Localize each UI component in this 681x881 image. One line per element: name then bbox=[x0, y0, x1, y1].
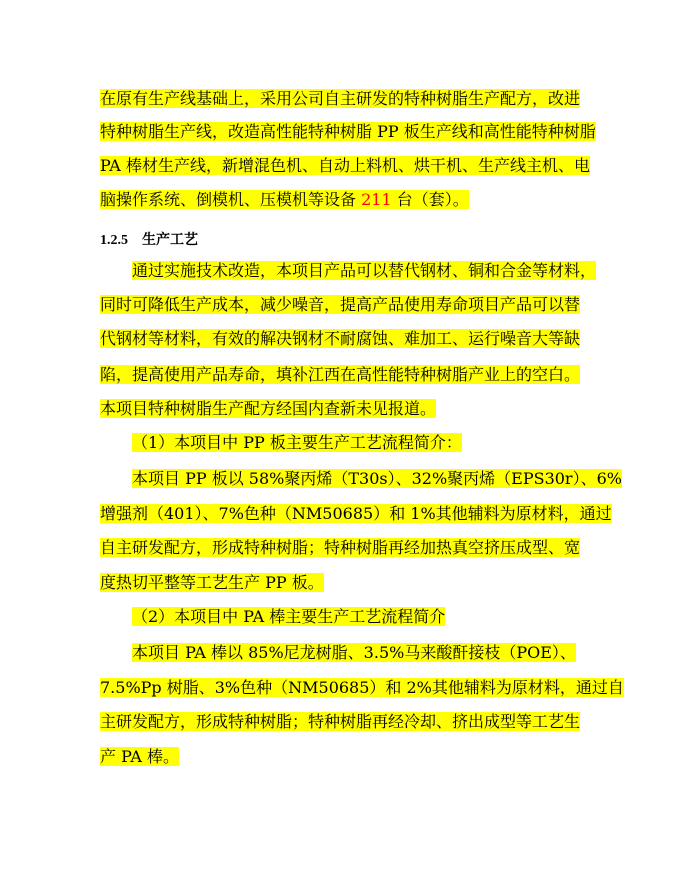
para1-text-4b: 台（套）。 bbox=[391, 190, 469, 209]
section-number: 1.2.5 bbox=[100, 233, 128, 248]
pp-text-1: 本项目 PP 板以 58%聚丙烯（T30s）、32%聚丙烯（EPS30r）、6% bbox=[132, 469, 622, 488]
pp-text-2: 增强剂（401）、7%色种（NM50685）和 1%其他辅料为原材料，通过 bbox=[100, 504, 612, 523]
pa-heading-text: （2）本项目中 PA 棒主要生产工艺流程简介 bbox=[132, 607, 446, 626]
para1-line-4 bbox=[100, 185, 469, 215]
pa-text-1: 本项目 PA 棒以 85%尼龙树脂、3.5%马来酸酐接枝（POE）、 bbox=[132, 643, 576, 662]
pa-text-2: 7.5%Pp 树脂、3%色种（NM50685）和 2%其他辅料为原材料，通过自 bbox=[100, 678, 624, 697]
equipment-count: 211 bbox=[361, 190, 392, 209]
pa-text-4: 产 PA 棒。 bbox=[100, 747, 180, 766]
para2-text-4: 陷，提高使用产品寿命，填补江西在高性能特种树脂产业上的空白。 bbox=[100, 365, 581, 384]
para2-line-2 bbox=[100, 290, 580, 320]
pp-line-1 bbox=[132, 464, 622, 494]
pa-heading bbox=[132, 602, 445, 632]
pp-text-3: 自主研发配方，形成特种树脂；特种树脂再经加热真空挤压成型、宽 bbox=[100, 538, 581, 557]
pp-line-3 bbox=[100, 533, 580, 563]
para2-line-5 bbox=[100, 394, 436, 424]
pa-line-3 bbox=[100, 707, 580, 737]
para1-text-2: 特种树脂生产线，改造高性能特种树脂 PP 板生产线和高性能特种树脂 bbox=[100, 122, 596, 141]
para2-text-2: 同时可降低生产成本，减少噪音，提高产品使用寿命项目产品可以替 bbox=[100, 295, 581, 314]
pp-heading-text: （1）本项目中 PP 板主要生产工艺流程简介： bbox=[132, 433, 462, 452]
pa-line-2 bbox=[100, 673, 624, 703]
para2-line-1 bbox=[132, 256, 596, 286]
para1-line-3 bbox=[100, 151, 590, 181]
para2-text-3: 代钢材等材料，有效的解决钢材不耐腐蚀、难加工、运行噪音大等缺 bbox=[100, 329, 581, 348]
pa-line-1 bbox=[132, 638, 576, 668]
para2-text-1: 通过实施技术改造，本项目产品可以替代钢材、铜和合金等材料， bbox=[132, 261, 597, 280]
para1-line-1 bbox=[100, 84, 580, 114]
para1-line-2 bbox=[100, 117, 596, 147]
para1-text-3: PA 棒材生产线，新增混色机、自动上料机、烘干机、生产线主机、电 bbox=[100, 156, 590, 175]
pa-line-4 bbox=[100, 742, 179, 772]
para2-text-5: 本项目特种树脂生产配方经国内查新未见报道。 bbox=[100, 399, 437, 418]
pa-text-3: 主研发配方，形成特种树脂；特种树脂再经冷却、挤出成型等工艺生 bbox=[100, 712, 581, 731]
section-title: 生产工艺 bbox=[142, 232, 198, 248]
para2-line-3 bbox=[100, 324, 580, 354]
section-heading bbox=[100, 228, 198, 252]
pp-heading bbox=[132, 428, 462, 458]
pp-text-4: 度热切平整等工艺生产 PP 板。 bbox=[100, 573, 324, 592]
para1-text-4a: 脑操作系统、倒模机、压模机等设备 bbox=[100, 190, 362, 209]
para2-line-4 bbox=[100, 360, 580, 390]
pp-line-4 bbox=[100, 568, 324, 598]
pp-line-2 bbox=[100, 499, 612, 529]
para1-text-1: 在原有生产线基础上，采用公司自主研发的特种树脂生产配方，改进 bbox=[100, 89, 581, 108]
